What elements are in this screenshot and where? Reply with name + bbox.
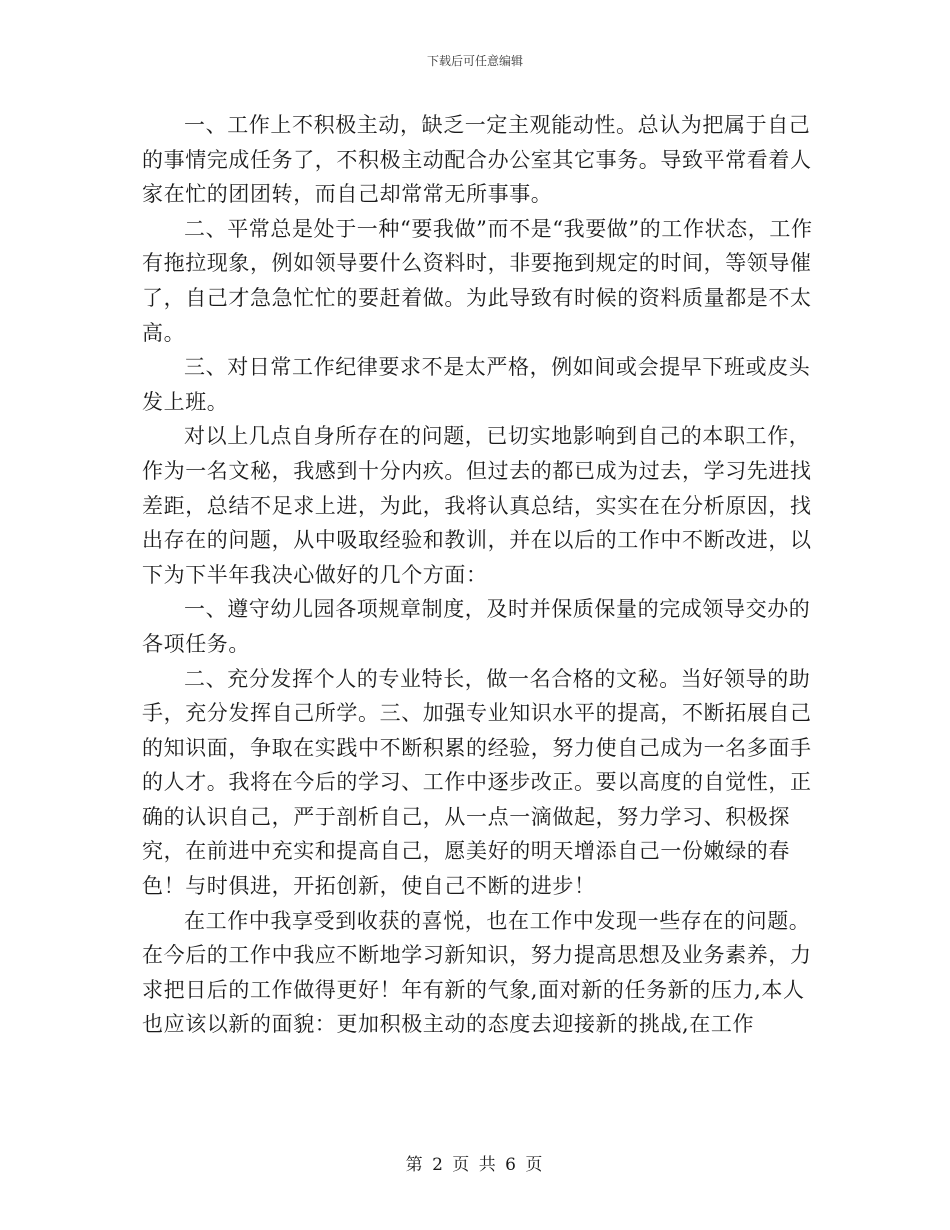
- page-header: 下载后可任意编辑: [426, 54, 523, 68]
- paragraph-4: 对以上几点自身所存在的问题，已切实地影响到自己的本职工作，作为一名文秘，我感到十分内疚。但过去的都已成为过去，学习先进找差距，总结不足求上进，为此，我将认真总结，实实在在分析原因，找出存在的问题，从中吸取经验和教训，并在以后的工作中不断改进，以下为下半年我决心做好的几个方面：: [142, 424, 812, 587]
- paragraph-8: 在今后的工作中我应不断地学习新知识，努力提高思想及业务素养，力求把日后的工作做得更好！年有新的气象,面对新的任务新的压力,本人也应该以新的面貌：更加积极主动的态度去迎接新的挑战,在工作: [142, 943, 812, 1037]
- page-number-footer: 第 2 页 共 6 页: [405, 1155, 545, 1175]
- paragraph-3: 三、对日常工作纪律要求不是太严格，例如间或会提早下班或皮头发上班。: [142, 355, 811, 414]
- paragraph-1: 一、工作上不积极主动，缺乏一定主观能动性。总认为把属于自己的事情完成任务了，不积极主动配合办公室其它事务。导致平常看着人家在忙的团团转，而自己却常常无所事事。: [142, 113, 812, 207]
- paragraph-6: 二、充分发挥个人的专业特长，做一名合格的文秘。当好领导的助手，充分发挥自己所学。三、加强专业知识水平的提高，不断拓展自己的知识面，争取在实践中不断积累的经验，努力使自己成为一名多面手的人才。我将在今后的学习、工作中逐步改正。要以高度的自觉性，正确的认识自己，严于剖析自己，从一点一滴做起，努力学习、积极探究，在前进中充实和提高自己，愿美好的明天增添自己一份嫩绿的春色！与时俱进，开拓创新，使自己不断的进步！: [142, 666, 812, 899]
- paragraph-5: 一、遵守幼儿园各项规章制度，及时并保质保量的完成领导交办的各项任务。: [142, 597, 811, 656]
- document-body: [142, 108, 814, 1042]
- paragraph-2: 二、平常总是处于一种“要我做”而不是“我要做”的工作状态，工作有拖拉现象，例如领导要什么资料时，非要拖到规定的时间，等领导催了，自己才急急忙忙的要赶着做。为此导致有时候的资料质量都是不太高。: [142, 216, 813, 345]
- paragraph-7: 在工作中我享受到收获的喜悦，也在工作中发现一些存在的问题。: [184, 908, 811, 933]
